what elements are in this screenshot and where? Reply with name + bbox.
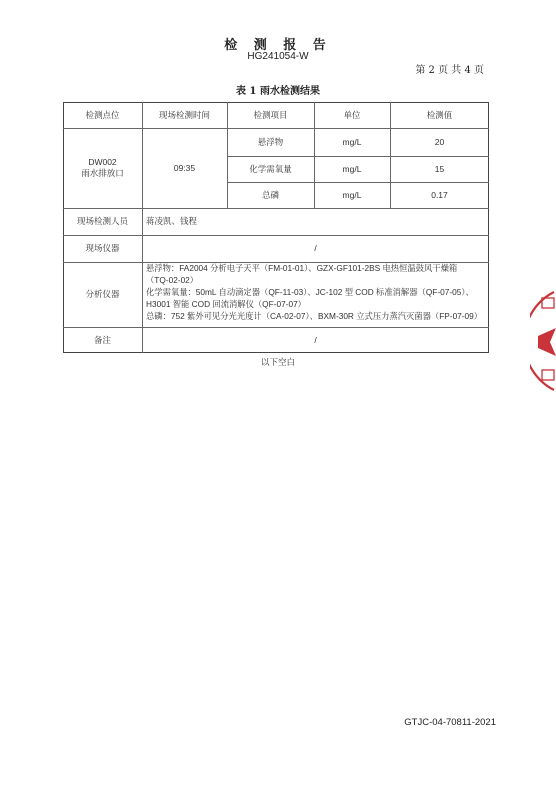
sampling-point: DW002 雨水排放口 (81, 157, 124, 178)
item-cell: 总磷 (261, 189, 279, 200)
header-unit: 单位 (343, 109, 361, 120)
header-time: 现场检测时间 (158, 109, 210, 120)
page-info: 第 2 页 共 4 页 (415, 65, 484, 76)
header-value: 检测值 (426, 109, 453, 120)
remarks-label: 备注 (93, 334, 111, 345)
analysis-line: 悬浮物：FA2004 分析电子天平（FM-01-01）、GZX-GF101-2BS 电热恒温鼓风干燥箱 (146, 263, 458, 273)
unit-cell: mg/L (342, 136, 362, 147)
analysis-instruments-list (146, 262, 486, 322)
analysis-line: H3001 智能 COD 回流消解仪（QF-07-07） (146, 299, 306, 309)
header-item: 检测项目 (253, 109, 288, 120)
blank-below-note: 以下空白 (260, 358, 295, 368)
sampling-time: 09:35 (173, 162, 196, 173)
unit-cell: mg/L (342, 189, 362, 200)
staff-value: 蒋凌凯、钱程 (146, 216, 198, 226)
value-cell: 20 (434, 136, 445, 147)
field-instruments-value: / (314, 243, 317, 253)
analysis-line: 总磷：752 紫外可见分光光度计（CA-02-07）、BXM-30R 立式压力蒸汽灭菌器（FP-07-09） (146, 311, 483, 321)
analysis-line: 化学需氧量：50mL 自动滴定器（QF-11-03）、JC-102 型 COD 标准消解器（QF-07-05）、 (146, 287, 474, 297)
seal-stamp-icon (530, 286, 556, 396)
analysis-instruments-label: 分析仪器 (85, 289, 120, 299)
report-title: 检 测 报 告 (224, 38, 332, 53)
document-code: GTJC-04-70811-2021 (404, 717, 496, 728)
header-point: 检测点位 (85, 109, 120, 120)
value-cell: 15 (434, 163, 445, 174)
report-number: HG241054-W (247, 51, 309, 62)
remarks-value: / (314, 334, 317, 345)
analysis-line: （TQ-02-02） (146, 275, 199, 285)
item-cell: 化学需氧量 (249, 163, 292, 174)
value-cell: 0.17 (431, 189, 448, 200)
unit-cell: mg/L (342, 163, 362, 174)
staff-label: 现场检测人员 (76, 216, 128, 226)
field-instruments-label: 现场仪器 (85, 243, 120, 253)
item-cell: 悬浮物 (257, 136, 284, 147)
table-caption: 表 1 雨水检测结果 (236, 86, 320, 97)
